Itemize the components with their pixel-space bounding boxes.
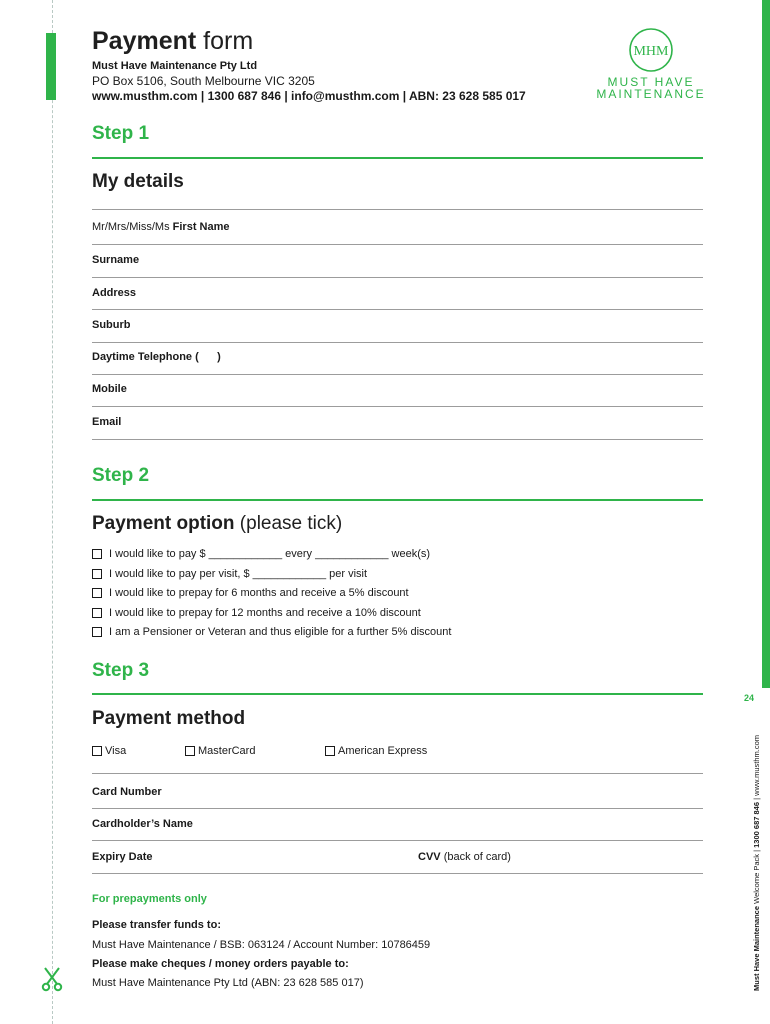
- expiry-date-label: Expiry Date: [92, 851, 153, 863]
- card-number-label: Card Number: [92, 786, 162, 798]
- side-footer: [752, 711, 761, 991]
- checkbox-icon[interactable]: [92, 549, 102, 559]
- step2-title: [92, 513, 342, 535]
- daytime-phone-label: Daytime Telephone ( ): [92, 351, 221, 363]
- card-number-field[interactable]: [92, 786, 162, 798]
- daytime-phone-field[interactable]: [92, 351, 221, 363]
- method-visa[interactable]: [92, 745, 126, 757]
- cardholder-name-field[interactable]: [92, 818, 193, 830]
- payment-option-5[interactable]: [92, 626, 451, 638]
- option-label: I am a Pensioner or Veteran and thus eligible for a further 5% discount: [109, 626, 452, 638]
- cvv-field[interactable]: [418, 851, 511, 863]
- option-label: I would like to prepay for 6 months and receive a 5% discount: [109, 587, 409, 599]
- scissors-icon: [39, 966, 65, 992]
- expiry-date-field[interactable]: [92, 851, 153, 863]
- accent-bar-left: [46, 33, 56, 100]
- side-phone: 1300 687 846: [752, 801, 761, 848]
- checkbox-icon[interactable]: [92, 627, 102, 637]
- cvv-label: CVV: [418, 851, 441, 863]
- step3-heading: Step 3: [92, 660, 150, 681]
- option-label: I would like to pay $ ____________ every ____________ week(s): [109, 548, 431, 560]
- title-bold: Payment: [92, 27, 197, 55]
- address-label: Address: [92, 287, 137, 299]
- page-number: 24: [744, 693, 755, 703]
- transfer-label: Please transfer funds to:: [92, 919, 221, 931]
- first-name-label: First Name: [172, 221, 230, 233]
- cheque-label: Please make cheques / money orders payable to:: [92, 958, 349, 970]
- side-company: Must Have Maintenance: [752, 905, 761, 991]
- payment-option-2[interactable]: [92, 568, 367, 580]
- company-contacts: www.musthm.com | 1300 687 846 | info@musthm.com | ABN: 23 628 585 017: [92, 89, 526, 103]
- first-name-field[interactable]: [92, 221, 230, 233]
- payment-option-4[interactable]: [92, 607, 421, 619]
- divider: [92, 244, 703, 245]
- surname-label: Surname: [92, 254, 140, 266]
- step3-title: Payment method: [92, 708, 246, 729]
- cheque-details: Must Have Maintenance Pty Ltd (ABN: 23 628 585 017): [92, 977, 364, 989]
- divider: [92, 873, 703, 874]
- company-address: PO Box 5106, South Melbourne VIC 3205: [92, 74, 315, 88]
- cardholder-name-label: Cardholder’s Name: [92, 818, 193, 830]
- logo-line-1: MUST HAVE: [607, 75, 695, 89]
- side-pack: Welcome Pack |: [752, 849, 761, 904]
- divider: [92, 277, 703, 278]
- email-field[interactable]: [92, 416, 121, 428]
- divider: [92, 773, 703, 774]
- logo-monogram: MHM: [633, 44, 669, 59]
- step1-rule: [92, 157, 703, 159]
- mobile-field[interactable]: [92, 383, 127, 395]
- method-label: American Express: [338, 745, 428, 757]
- method-label: MasterCard: [198, 745, 256, 757]
- prepayments-title: For prepayments only: [92, 893, 207, 905]
- name-prefix: Mr/Mrs/Miss/Ms: [92, 221, 170, 233]
- option-label: I would like to prepay for 12 months and receive a 10% discount: [109, 607, 421, 619]
- divider: [92, 342, 703, 343]
- cvv-note: (back of card): [443, 851, 511, 863]
- checkbox-icon[interactable]: [185, 746, 195, 756]
- method-label: Visa: [105, 745, 127, 757]
- title-light: form: [203, 27, 254, 55]
- company-logo: [596, 27, 706, 100]
- option-label: I would like to pay per visit, $ ____________ per visit: [109, 568, 368, 580]
- suburb-field[interactable]: [92, 319, 131, 331]
- page-title: [92, 26, 592, 56]
- step1-heading: Step 1: [92, 123, 150, 144]
- divider: [92, 309, 703, 310]
- accent-bar-right: [762, 0, 770, 688]
- divider: [92, 439, 703, 440]
- checkbox-icon[interactable]: [325, 746, 335, 756]
- company-name: Must Have Maintenance Pty Ltd: [92, 60, 258, 72]
- step1-title: My details: [92, 171, 184, 192]
- side-web: | www.musthm.com: [752, 735, 761, 800]
- step3-rule: [92, 693, 703, 695]
- email-label: Email: [92, 416, 122, 428]
- transfer-details: Must Have Maintenance / BSB: 063124 / Account Number: 10786459: [92, 939, 431, 951]
- payment-option-1[interactable]: [92, 548, 430, 560]
- divider: [92, 209, 703, 210]
- address-field[interactable]: [92, 287, 136, 299]
- divider: [92, 374, 703, 375]
- step2-title-bold: Payment option: [92, 513, 235, 534]
- logo-line-2: MAINTENANCE: [596, 87, 706, 101]
- step2-heading: Step 2: [92, 465, 150, 486]
- checkbox-icon[interactable]: [92, 588, 102, 598]
- checkbox-icon[interactable]: [92, 746, 102, 756]
- method-american-express[interactable]: [325, 745, 427, 757]
- divider: [92, 808, 703, 809]
- step2-title-light: (please tick): [239, 513, 343, 534]
- checkbox-icon[interactable]: [92, 569, 102, 579]
- divider: [92, 840, 703, 841]
- payment-option-3[interactable]: [92, 587, 409, 599]
- suburb-label: Suburb: [92, 319, 131, 331]
- mobile-label: Mobile: [92, 383, 127, 395]
- surname-field[interactable]: [92, 254, 139, 266]
- document-header: [92, 26, 592, 103]
- logo-monogram-icon: [628, 27, 674, 73]
- method-mastercard[interactable]: [185, 745, 255, 757]
- divider: [92, 406, 703, 407]
- cut-line: [52, 0, 53, 1024]
- step2-rule: [92, 499, 703, 501]
- checkbox-icon[interactable]: [92, 608, 102, 618]
